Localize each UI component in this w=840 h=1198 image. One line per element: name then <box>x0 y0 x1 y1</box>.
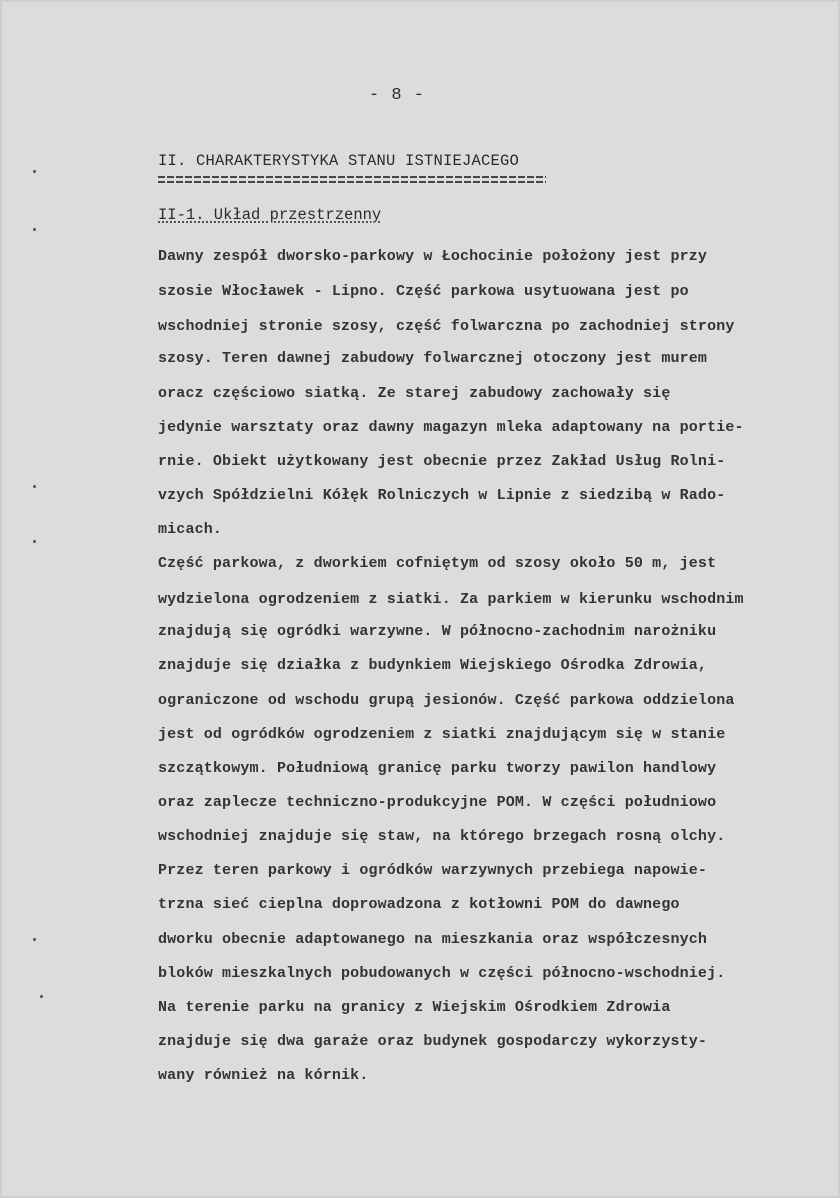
text-line: znajdują się ogródki warzywne. W północno-zachodnim narożniku <box>158 623 717 640</box>
text-line: szczątkowym. Południową granicę parku tworzy pawilon handlowy <box>158 760 717 777</box>
text-line: bloków mieszkalnych pobudowanych w części północno-wschodniej. <box>158 965 726 982</box>
text-line: ograniczone od wschodu grupą jesionów. Część parkowa oddzielona <box>158 692 735 709</box>
text-line: Przez teren parkowy i ogródków warzywnych przebiega napowie- <box>158 862 708 879</box>
text-line: wschodniej znajduje się staw, na którego brzegach rosną olchy. <box>158 828 726 845</box>
scan-speck <box>33 540 36 543</box>
double-underline-divider <box>158 176 546 184</box>
text-line: oracz częściowo siatką. Ze starej zabudowy zachowały się <box>158 385 671 402</box>
text-line: szosy. Teren dawnej zabudowy folwarcznej otoczony jest murem <box>158 350 708 367</box>
page-number: - 8 - <box>368 86 425 105</box>
chapter-title: II. CHARAKTERYSTYKA STANU ISTNIEJACEGO <box>158 152 520 170</box>
text-line: Część parkowa, z dworkiem cofniętym od szosy około 50 m, jest <box>158 555 717 572</box>
section-title: II-1. Układ przestrzenny <box>158 206 382 224</box>
text-line: znajduje się dwa garaże oraz budynek gospodarczy wykorzysty- <box>158 1033 708 1050</box>
text-line: dworku obecnie adaptowanego na mieszkania oraz współczesnych <box>158 931 708 948</box>
text-line: oraz zaplecze techniczno-produkcyjne POM. W części południowo <box>158 794 717 811</box>
text-line: wany również na kórnik. <box>158 1067 369 1084</box>
text-line: trzna sieć cieplna doprowadzona z kotłowni POM do dawnego <box>158 896 680 913</box>
scan-speck <box>33 485 36 488</box>
text-line: Na terenie parku na granicy z Wiejskim Ośrodkiem Zdrowia <box>158 999 671 1016</box>
text-line: vzych Spółdzielni Kółęk Rolniczych w Lipnie z siedzibą w Rado- <box>158 487 726 504</box>
text-line: Dawny zespół dworsko-parkowy w Łochocinie położony jest przy <box>158 248 708 265</box>
text-line: znajduje się działka z budynkiem Wiejskiego Ośrodka Zdrowia, <box>158 657 708 674</box>
text-line: szosie Włocławek - Lipno. Część parkowa usytuowana jest po <box>158 283 689 300</box>
text-line: jest od ogródków ogrodzeniem z siatki znajdującym się w stanie <box>158 726 726 743</box>
text-line: wschodniej stronie szosy, część folwarczna po zachodniej strony <box>158 318 735 335</box>
scan-speck <box>33 170 36 173</box>
scan-speck <box>33 228 36 231</box>
text-line: rnie. Obiekt użytkowany jest obecnie przez Zakład Usług Rolni- <box>158 453 726 470</box>
scan-speck <box>33 938 36 941</box>
text-line: jedynie warsztaty oraz dawny magazyn mleka adaptowany na portie- <box>158 419 744 436</box>
scan-speck <box>40 995 43 998</box>
text-line: micach. <box>158 521 223 538</box>
text-line: wydzielona ogrodzeniem z siatki. Za parkiem w kierunku wschodnim <box>158 591 744 608</box>
